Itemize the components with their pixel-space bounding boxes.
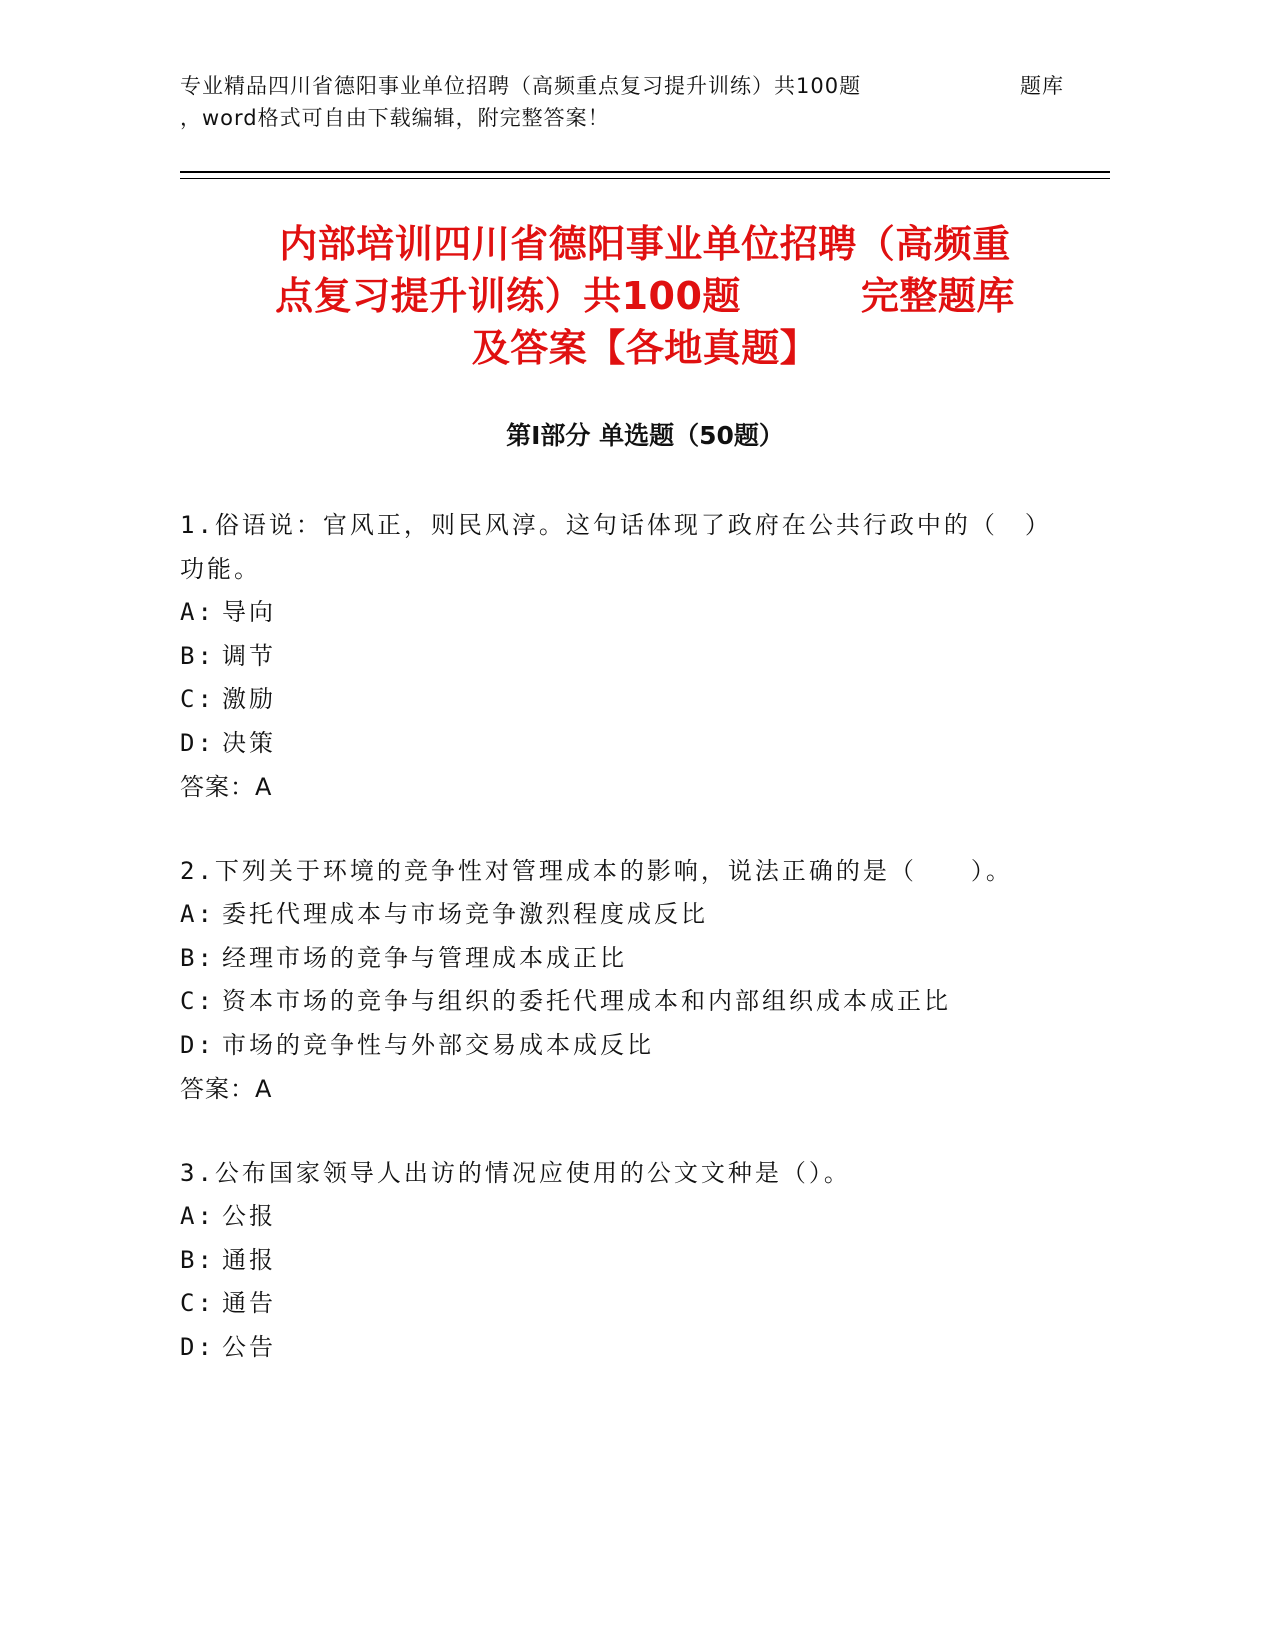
option-text: 公告 (222, 1332, 276, 1361)
document-title (180, 218, 1110, 374)
option-text: 通报 (222, 1245, 276, 1274)
question-2 (180, 849, 1050, 1111)
option-letter: D: (180, 728, 215, 757)
option-d (180, 722, 1050, 766)
option-text: 公报 (222, 1202, 276, 1230)
option-d (180, 1326, 1050, 1370)
option-letter: D: (180, 1030, 215, 1059)
option-text: 激励 (222, 685, 276, 713)
option-text: 导向 (222, 598, 276, 626)
option-letter: D: (180, 1332, 215, 1361)
option-text: 调节 (222, 641, 276, 670)
question-text: 1.俗语说：官风正，则民风淳。这句话体现了政府在公共行政中的（ ）功能。 (180, 511, 1040, 583)
title-line-2-left: 点复习提升训练）共100题 (275, 274, 741, 318)
question-list (180, 503, 1050, 1409)
option-b (180, 937, 1050, 981)
title-line-1: 内部培训四川省德阳事业单位招聘（高频重 (279, 222, 1011, 266)
option-text: 委托代理成本与市场竞争激烈程度成反比 (222, 900, 708, 928)
option-letter: A: (180, 1202, 215, 1230)
question-3 (180, 1151, 1050, 1369)
header-doc-title: 专业精品四川省德阳事业单位招聘（高频重点复习提升训练）共100题 (180, 74, 862, 98)
option-text: 通告 (222, 1289, 276, 1317)
option-c (180, 678, 1050, 722)
option-a (180, 893, 1050, 937)
option-text: 市场的竞争性与外部交易成本成反比 (222, 1030, 654, 1059)
section-heading: 第Ⅰ部分 单选题（50题） (506, 421, 784, 450)
option-c (180, 1282, 1050, 1326)
title-line-2 (180, 270, 1110, 322)
option-letter: C: (180, 685, 215, 713)
option-text: 资本市场的竞争与组织的委托代理成本和内部组织成本成正比 (222, 987, 951, 1015)
option-letter: C: (180, 1289, 215, 1317)
header-line-1 (180, 70, 1110, 102)
title-line-3: 及答案【各地真题】 (471, 326, 819, 370)
header-line-2: ，word格式可自由下载编辑，附完整答案！ (180, 106, 610, 130)
option-a (180, 591, 1050, 635)
option-letter: B: (180, 1245, 215, 1274)
option-letter: A: (180, 598, 215, 626)
option-c (180, 980, 1050, 1024)
question-1 (180, 503, 1050, 809)
option-b (180, 1239, 1050, 1283)
option-b (180, 635, 1050, 679)
option-letter: C: (180, 987, 215, 1015)
answer: 答案：A (180, 773, 273, 801)
option-text: 决策 (222, 728, 276, 757)
title-line-2-right: 完整题库 (860, 274, 1015, 318)
header-label: 题库 (1020, 74, 1064, 98)
option-d (180, 1024, 1050, 1068)
page-header (180, 70, 1110, 134)
header-divider-thick (180, 171, 1110, 173)
option-letter: B: (180, 943, 215, 972)
option-text: 经理市场的竞争与管理成本成正比 (222, 943, 627, 972)
option-letter: B: (180, 641, 215, 670)
answer: 答案：A (180, 1075, 273, 1103)
option-a (180, 1195, 1050, 1239)
header-divider-thin (180, 178, 1110, 179)
question-text: 2.下列关于环境的竞争性对管理成本的影响，说法正确的是（ ）。 (180, 857, 1013, 885)
option-letter: A: (180, 900, 215, 928)
question-text: 3.公布国家领导人出访的情况应使用的公文文种是（）。 (180, 1159, 851, 1187)
